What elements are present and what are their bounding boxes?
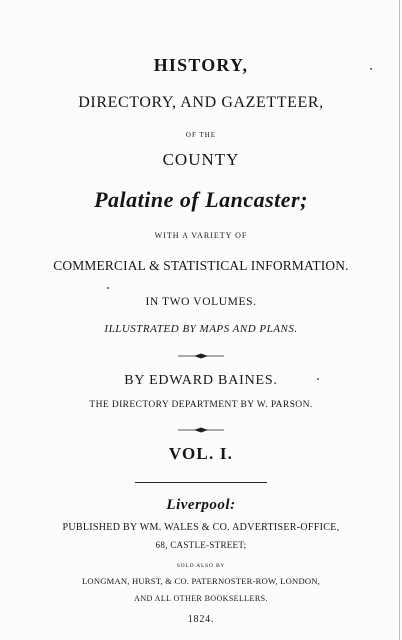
- author-line: BY EDWARD BAINES.: [124, 373, 278, 388]
- with-variety-text: WITH A VARIETY OF: [154, 231, 248, 240]
- ornament-divider: [176, 427, 226, 433]
- sold-also-text: SOLD ALSO BY: [176, 563, 226, 569]
- title-history: HISTORY,: [153, 55, 249, 75]
- ink-speck: [317, 378, 319, 380]
- ink-speck: [370, 68, 372, 70]
- volumes-text: IN TWO VOLUMES.: [145, 296, 257, 308]
- volume-number: VOL. I.: [168, 444, 234, 463]
- directory-department-line: THE DIRECTORY DEPARTMENT BY W. PARSON.: [89, 400, 313, 410]
- horizontal-rule: [135, 482, 267, 483]
- publisher-line: PUBLISHED BY WM. WALES & CO. ADVERTISER-OFFICE,: [62, 522, 340, 533]
- title-directory-gazetteer: DIRECTORY, AND GAZETTEER,: [78, 94, 324, 111]
- title-palatine: Palatine of Lancaster;: [94, 187, 308, 212]
- publisher-address: 68, CASTLE-STREET;: [155, 540, 247, 550]
- ink-speck: [107, 287, 109, 289]
- longman-line: LONGMAN, HURST, & CO. PATERNOSTER-ROW, LONDON,: [81, 576, 321, 586]
- title-county: COUNTY: [162, 150, 240, 169]
- illustrated-text: ILLUSTRATED BY MAPS AND PLANS.: [104, 323, 298, 335]
- commercial-statistical-text: COMMERCIAL & STATISTICAL INFORMATION.: [53, 258, 349, 273]
- booksellers-line: AND ALL OTHER BOOKSELLERS.: [134, 594, 268, 603]
- ornament-divider: [176, 353, 226, 359]
- page-edge: [399, 0, 400, 640]
- of-the-text: OF THE: [185, 131, 217, 139]
- publication-year: 1824.: [187, 614, 215, 625]
- place-of-publication: Liverpool:: [166, 497, 236, 513]
